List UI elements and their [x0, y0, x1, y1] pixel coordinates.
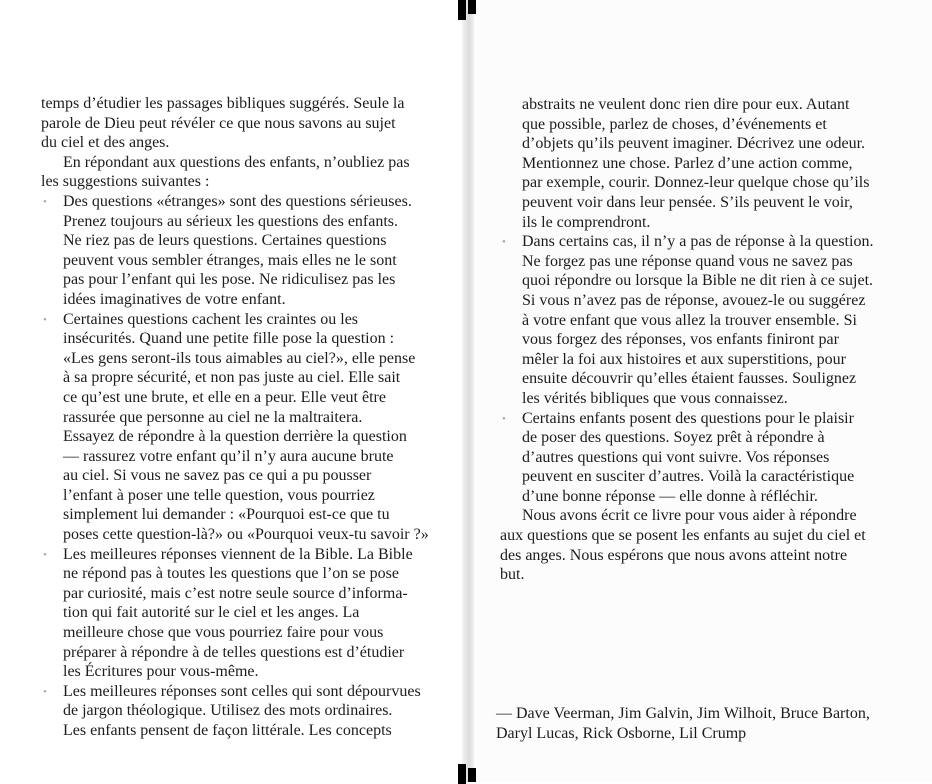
line-text: Les meilleures réponses viennent de la Bible. La Bible — [63, 545, 413, 563]
line-text: Nous avons écrit ce livre pour vous aider à répondre — [522, 507, 857, 525]
line-text: des anges. Nous espérons que nous avons atteint notre — [500, 546, 848, 564]
line-text: peuvent vous sembler étranges, mais elles ne le sont — [63, 251, 397, 269]
text-line — [41, 368, 441, 388]
line-text: préparer à répondre à de telles questions est d’étudier — [63, 643, 405, 661]
line-text: aux questions que se posent les enfants au sujet du ciel et — [500, 527, 866, 545]
line-text: d’une bonne réponse — elle donne à réfléchir. — [522, 487, 818, 505]
bullet-icon: • — [43, 685, 47, 698]
line-text: de poser des questions. Soyez prêt à répondre à — [522, 429, 825, 447]
text-line — [500, 154, 896, 174]
line-text: simplement lui demander : «Pourquoi est-ce que tu — [63, 506, 390, 524]
text-line — [500, 369, 896, 389]
text-line — [500, 487, 896, 507]
text-line — [500, 428, 896, 448]
line-text: à votre enfant que vous allez la trouver ensemble. Si — [522, 311, 857, 329]
text-line — [41, 447, 441, 467]
line-text: l’enfant à poser une telle question, vous pourriez — [63, 486, 375, 504]
text-line — [41, 231, 441, 251]
bullet-icon: • — [43, 313, 47, 326]
line-text: — rassurez votre enfant qu’il n’y aura aucune brute — [63, 447, 394, 465]
line-text: mêler la foi aux histoires et aux superstitions, pour — [522, 350, 846, 368]
text-line — [41, 270, 441, 290]
line-text: En répondant aux questions des enfants, n’oubliez pas — [63, 153, 410, 171]
line-text: meilleure chose que vous pourriez faire pour vous — [63, 624, 384, 642]
line-text: d’objets qu’ils peuvent imaginer. Décrivez une odeur. — [522, 135, 866, 153]
bullet-icon: • — [43, 195, 47, 208]
text-line — [500, 330, 896, 350]
bullet-item-line — [41, 545, 441, 565]
text-line — [41, 486, 441, 506]
line-text: au ciel. Si vous ne savez pas ce qui a pu pousser — [63, 467, 372, 485]
text-line — [500, 526, 896, 546]
line-text: ils le comprendront. — [522, 213, 651, 231]
text-line — [41, 427, 441, 447]
text-line — [41, 388, 441, 408]
line-text: insécurités. Quand une petite fille pose la question : — [63, 330, 395, 348]
text-line — [41, 172, 441, 192]
paragraph-first-line — [500, 506, 896, 526]
text-line — [41, 701, 441, 721]
text-line — [500, 173, 896, 193]
text-line — [41, 623, 441, 643]
line-text: Certaines questions cachent les craintes ou les — [63, 310, 359, 328]
line-text: de jargon théologique. Utilisez des mots ordinaires. — [63, 702, 393, 720]
line-text: Prenez toujours au sérieux les questions des enfants. — [63, 212, 399, 230]
bullet-icon: • — [502, 236, 506, 249]
line-text: les vérités bibliques que vous connaissez. — [522, 389, 788, 407]
text-line — [500, 213, 896, 233]
bullet-item-line — [41, 682, 441, 702]
bullet-item-line — [500, 232, 896, 252]
gutter-shadow-top — [458, 0, 466, 20]
line-text: à sa propre sécurité, et non pas juste au ciel. Elle sait — [63, 369, 401, 387]
line-text: abstraits ne veulent donc rien dire pour eux. Autant — [522, 96, 850, 113]
text-line — [41, 408, 441, 428]
line-text: ce qu’est une brute, et elle en a peur. Elle veut être — [63, 388, 386, 406]
line-text: Les enfants pensent de façon littérale. Les concepts — [63, 722, 392, 739]
text-line — [41, 662, 441, 682]
line-text: temps d’étudier les passages bibliques suggérés. Seule la — [41, 95, 405, 112]
line-text: tion qui fait autorité sur le ciel et les anges. La — [63, 604, 360, 622]
bullet-item-line — [500, 409, 896, 429]
text-line — [41, 212, 441, 232]
left-page-body — [41, 94, 441, 741]
line-text: parole de Dieu peut révéler ce que nous savons au sujet — [41, 114, 396, 132]
text-line — [41, 505, 441, 525]
line-text: que possible, parlez de choses, d’événements et — [522, 115, 827, 133]
text-line — [41, 721, 441, 741]
line-text: ensuite découvrir qu’elles étaient fausses. Soulignez — [522, 370, 857, 388]
line-text: ne répond pas à toutes les questions que l’on se pose — [63, 565, 399, 583]
authors-signature — [496, 704, 896, 743]
right-page-body — [500, 95, 896, 585]
text-line — [41, 525, 441, 545]
text-line — [500, 350, 896, 370]
line-text: but. — [500, 566, 525, 584]
bullet-icon: • — [43, 548, 47, 561]
text-line — [500, 115, 896, 135]
text-line — [41, 466, 441, 486]
bullet-item-line — [41, 310, 441, 330]
line-text: vous forgez des réponses, vos enfants finiront par — [522, 331, 839, 349]
line-text: Ne riez pas de leurs questions. Certaines questions — [63, 232, 387, 250]
text-line — [500, 193, 896, 213]
line-text: par exemple, courir. Donnez-leur quelque chose qu’ils — [522, 174, 870, 192]
text-line — [500, 467, 896, 487]
line-text: peuvent en susciter d’autres. Voilà la caractéristique — [522, 468, 855, 486]
line-text: quoi répondre ou lorsque la Bible ne dit rien à ce sujet. — [522, 272, 874, 290]
text-line — [500, 134, 896, 154]
gutter-shadow-top-right — [468, 0, 476, 14]
line-text: idées imaginatives de votre enfant. — [63, 290, 286, 308]
signature-line: — Dave Veerman, Jim Galvin, Jim Wilhoit, Bruce Barton, — [496, 705, 870, 722]
bullet-icon: • — [502, 412, 506, 425]
line-text: Si vous n’avez pas de réponse, avouez-le ou suggérez — [522, 291, 866, 309]
text-line — [500, 95, 896, 115]
line-text: rassurée que personne au ciel ne la maltraitera. — [63, 408, 363, 426]
text-line — [41, 290, 441, 310]
line-text: poses cette question-là?» ou «Pourquoi veux-tu savoir ?» — [63, 526, 429, 544]
text-line — [41, 643, 441, 663]
text-line — [500, 252, 896, 272]
line-text: les suggestions suivantes : — [41, 173, 210, 191]
text-line — [500, 291, 896, 311]
text-line — [41, 133, 441, 153]
text-line — [41, 114, 441, 134]
text-line — [500, 565, 896, 585]
signature-line: Daryl Lucas, Rick Osborne, Lil Crump — [496, 724, 747, 742]
book-gutter — [462, 0, 474, 782]
text-line — [41, 584, 441, 604]
line-text: «Les gens seront-ils tous aimables au ciel?», elle pense — [63, 349, 416, 367]
text-line — [500, 311, 896, 331]
line-text: Des questions «étranges» sont des questions sérieuses. — [63, 192, 412, 210]
text-line — [41, 251, 441, 271]
line-text: par curiosité, mais c’est notre seule source d’informa- — [63, 584, 408, 602]
text-line — [41, 564, 441, 584]
line-text: les Écritures pour vous-même. — [63, 663, 259, 681]
text-line — [500, 448, 896, 468]
line-text: pas pour l’enfant qui les pose. Ne ridiculisez pas les — [63, 271, 396, 289]
line-text: Mentionnez une chose. Parlez d’une action comme, — [522, 154, 853, 172]
text-line — [41, 349, 441, 369]
text-line — [41, 329, 441, 349]
bullet-item-line — [41, 192, 441, 212]
gutter-shadow-bottom — [458, 764, 466, 784]
paragraph-first-line — [41, 153, 441, 173]
line-text: d’autres questions qui vont suivre. Vos réponses — [522, 448, 830, 466]
line-text: Ne forgez pas une réponse quand vous ne savez pas — [522, 252, 853, 270]
line-text: Les meilleures réponses sont celles qui sont dépourvues — [63, 682, 421, 700]
text-line — [500, 546, 896, 566]
line-text: Dans certains cas, il n’y a pas de réponse à la question. — [522, 233, 874, 251]
line-text: Certains enfants posent des questions pour le plaisir — [522, 409, 854, 427]
text-line — [41, 603, 441, 623]
line-text: Essayez de répondre à la question derrière la question — [63, 428, 407, 446]
text-line — [41, 94, 441, 114]
gutter-shadow-bottom-right — [468, 768, 476, 782]
text-line — [500, 389, 896, 409]
line-text: peuvent voir dans leur pensée. S’ils peuvent le voir, — [522, 193, 853, 211]
text-line — [500, 271, 896, 291]
line-text: du ciel et des anges. — [41, 134, 170, 152]
